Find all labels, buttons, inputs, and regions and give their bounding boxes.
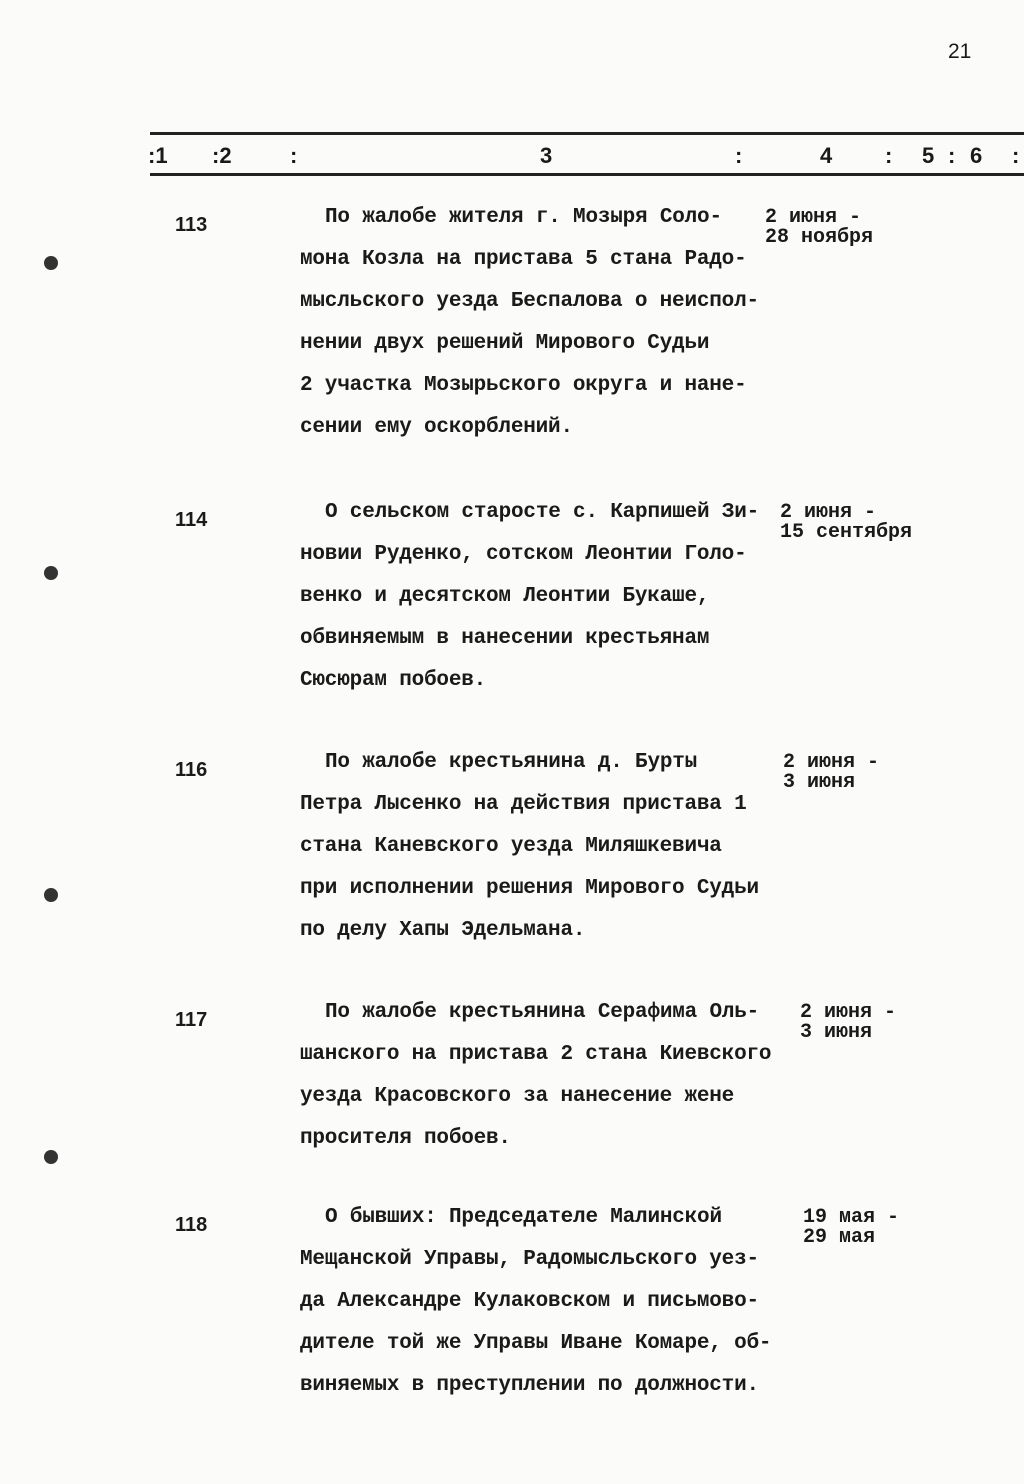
column-separator: :: [1012, 143, 1020, 168]
entry-text-line: обвиняемым в нанесении крестьянам: [300, 627, 710, 650]
entry-number: 114: [175, 509, 208, 531]
entry-text-line: 2 участка Мозырьского округа и нане-: [300, 374, 747, 397]
column-separator: :: [290, 143, 298, 168]
entry-text-line: при исполнении решения Мирового Судьи: [300, 877, 759, 900]
column-3-label: 3: [540, 143, 553, 168]
page-number: 21: [948, 40, 972, 63]
entry-number: 118: [175, 1214, 208, 1236]
entry-number: 116: [175, 759, 208, 781]
punch-hole-mark: [44, 1150, 58, 1164]
entry-text-line: нении двух решений Мирового Судьи: [300, 332, 710, 355]
header-bottom-rule: [150, 173, 1024, 176]
column-2-label: :2: [212, 143, 232, 168]
punch-hole-mark: [44, 888, 58, 902]
entry-text-line: просителя побоев.: [300, 1127, 511, 1150]
entry-number: 113: [175, 214, 208, 236]
entry-text-line: Петра Лысенко на действия пристава 1: [300, 793, 747, 816]
entry-text-line: виняемых в преступлении по должности.: [300, 1374, 759, 1397]
entry-text-line: О бывших: Председателе Малинской: [325, 1206, 722, 1229]
column-separator: :: [885, 143, 893, 168]
column-5-label: 5: [922, 143, 935, 168]
date-start: 19 мая -: [803, 1206, 900, 1229]
entry-text-line: новии Руденко, сотском Леонтии Голо-: [300, 543, 747, 566]
column-6-label: 6: [970, 143, 983, 168]
entry-text-line: уезда Красовского за нанесение жене: [300, 1085, 735, 1108]
entry-text-line: По жалобе крестьянина д. Бурты: [325, 751, 698, 774]
entry-text-line: шанского на пристава 2 стана Киевского: [300, 1043, 772, 1066]
date-start: 2 июня -: [780, 501, 877, 524]
column-separator: :: [948, 143, 956, 168]
entry-text-line: дителе той же Управы Иване Комаре, об-: [300, 1332, 772, 1355]
date-start: 2 июня -: [783, 751, 880, 774]
entry-text-line: мысльского уезда Беспалова о неиспол-: [300, 290, 759, 313]
entry-text-line: да Александре Кулаковском и письмово-: [300, 1290, 759, 1313]
column-separator: :: [735, 143, 743, 168]
date-start: 2 июня -: [765, 206, 862, 229]
entry-text-line: О сельском старосте с. Карпишей Зи-: [325, 501, 760, 524]
entry-text-line: По жалобе крестьянина Серафима Оль-: [325, 1001, 760, 1024]
entry-text-line: По жалобе жителя г. Мозыря Соло-: [325, 206, 722, 229]
entry-text-line: венко и десятском Леонтии Букаше,: [300, 585, 710, 608]
column-4-label: 4: [820, 143, 833, 168]
entry-text-line: мона Козла на пристава 5 стана Радо-: [300, 248, 747, 271]
date-end: 15 сентября: [780, 521, 913, 544]
date-end: 3 июня: [783, 771, 856, 794]
column-1-label: :1: [148, 143, 168, 168]
entry-text-line: стана Каневского уезда Миляшкевича: [300, 835, 722, 858]
entry-number: 117: [175, 1009, 208, 1031]
entry-text-line: по делу Хапы Эдельмана.: [300, 919, 586, 942]
header-top-rule: [150, 132, 1024, 135]
date-end: 3 июня: [800, 1021, 873, 1044]
punch-hole-mark: [44, 256, 58, 270]
entry-text-line: Мещанской Управы, Радомысльского уез-: [300, 1248, 759, 1271]
date-end: 28 ноября: [765, 226, 874, 249]
date-start: 2 июня -: [800, 1001, 897, 1024]
entry-text-line: Сюсюрам побоев.: [300, 669, 487, 692]
punch-hole-mark: [44, 566, 58, 580]
entry-text-line: сении ему оскорблений.: [300, 416, 573, 439]
date-end: 29 мая: [803, 1226, 876, 1249]
